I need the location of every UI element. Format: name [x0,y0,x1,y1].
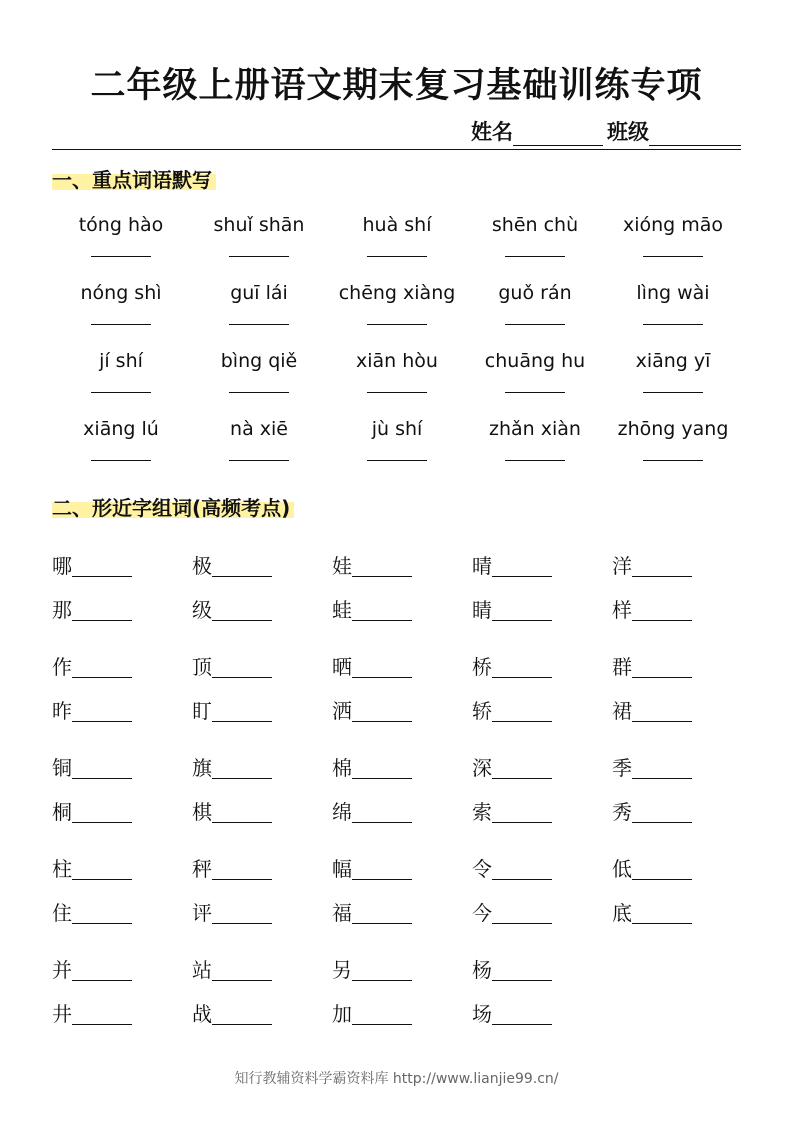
pinyin-text: chēng xiàng [338,282,456,304]
character-text: 棉 [332,756,352,780]
character-text: 另 [332,958,352,982]
pinyin-item [52,210,190,278]
name-label: 姓名 [471,120,513,144]
answer-blank[interactable] [352,620,412,621]
answer-blank[interactable] [229,256,289,257]
character-item [612,536,752,580]
answer-blank[interactable] [352,980,412,981]
class-blank[interactable] [649,123,741,146]
character-text: 轿 [472,699,492,723]
character-text: 顶 [192,655,212,679]
pinyin-item [466,414,604,482]
answer-blank[interactable] [212,980,272,981]
answer-blank[interactable] [492,576,552,577]
character-item [332,637,472,681]
answer-blank[interactable] [632,721,692,722]
character-item [192,536,332,580]
answer-blank[interactable] [72,576,132,577]
character-text: 评 [192,901,212,925]
character-text: 深 [472,756,492,780]
character-text: 杨 [472,958,492,982]
answer-blank[interactable] [632,677,692,678]
character-item [612,580,752,624]
pinyin-item [604,346,742,414]
pinyin-item [604,210,742,278]
character-text: 样 [612,598,632,622]
character-item [192,637,332,681]
character-text: 令 [472,857,492,881]
answer-blank[interactable] [492,822,552,823]
character-row [52,839,752,883]
answer-blank[interactable] [212,778,272,779]
character-text: 福 [332,901,352,925]
pinyin-item [466,278,604,346]
answer-blank[interactable] [91,256,151,257]
answer-blank[interactable] [72,822,132,823]
character-row [52,536,752,580]
answer-blank[interactable] [212,677,272,678]
answer-blank[interactable] [643,460,703,461]
character-item [192,738,332,782]
character-text: 井 [52,1002,72,1026]
answer-blank[interactable] [367,256,427,257]
class-label: 班级 [607,120,649,144]
character-text: 加 [332,1002,352,1026]
answer-blank[interactable] [367,460,427,461]
answer-blank[interactable] [505,324,565,325]
answer-blank[interactable] [367,324,427,325]
character-text: 索 [472,800,492,824]
character-item [332,984,472,1028]
character-item [192,580,332,624]
character-item [52,637,192,681]
answer-blank[interactable] [352,879,412,880]
character-text: 裙 [612,699,632,723]
character-item [332,580,472,624]
character-text: 哪 [52,554,72,578]
answer-blank[interactable] [72,1024,132,1025]
character-text: 住 [52,901,72,925]
section2-heading: 二、形近字组词(高频考点) [52,492,294,521]
character-text: 秀 [612,800,632,824]
pinyin-item [52,346,190,414]
pinyin-text: huà shí [362,214,432,236]
pinyin-text: nóng shì [80,282,162,304]
character-item [332,940,472,984]
character-item [612,883,752,927]
character-text: 站 [192,958,212,982]
pinyin-text: bìng qiě [220,350,298,372]
character-text: 棋 [192,800,212,824]
character-text: 群 [612,655,632,679]
pinyin-row [52,346,742,414]
pinyin-text: guǒ rán [498,282,572,304]
character-item [332,883,472,927]
answer-blank[interactable] [229,460,289,461]
pinyin-text: jù shí [371,418,423,440]
pinyin-row [52,414,742,482]
pinyin-row [52,210,742,278]
answer-blank[interactable] [229,392,289,393]
character-text: 晴 [472,554,492,578]
answer-blank[interactable] [91,460,151,461]
character-text: 幅 [332,857,352,881]
answer-blank[interactable] [212,879,272,880]
character-item [472,536,612,580]
answer-blank[interactable] [212,620,272,621]
pinyin-item [604,278,742,346]
character-text: 今 [472,901,492,925]
pinyin-text: xiāng lú [83,418,159,440]
pinyin-item [328,210,466,278]
footer-source: 知行教辅资料学霸资料库 http://www.lianjie99.cn/ [234,1071,559,1087]
answer-blank[interactable] [352,677,412,678]
character-text: 桥 [472,655,492,679]
pinyin-text: guī lái [230,282,288,304]
answer-blank[interactable] [212,576,272,577]
character-text: 铜 [52,756,72,780]
answer-blank[interactable] [492,1024,552,1025]
character-item [52,940,192,984]
character-row [52,940,752,984]
answer-blank[interactable] [352,576,412,577]
header-divider [52,149,741,150]
pinyin-item [466,210,604,278]
character-item [332,782,472,826]
character-text: 季 [612,756,632,780]
character-item [472,984,612,1028]
answer-blank[interactable] [72,980,132,981]
answer-blank[interactable] [367,392,427,393]
pinyin-text: chuāng hu [484,350,586,372]
character-item [472,782,612,826]
character-item [472,883,612,927]
character-item [52,883,192,927]
character-text: 睛 [472,598,492,622]
character-item [472,738,612,782]
section1-heading: 一、重点词语默写 [52,164,216,193]
student-info [471,116,741,146]
answer-blank[interactable] [492,923,552,924]
character-item [472,681,612,725]
page-title: 二年级上册语文期末复习基础训练专项 [90,66,703,106]
character-row [52,738,752,782]
character-row [52,580,752,624]
character-item [612,637,752,681]
answer-blank[interactable] [505,256,565,257]
answer-blank[interactable] [492,721,552,722]
character-item [52,984,192,1028]
character-text: 那 [52,598,72,622]
character-exercise [52,536,752,1028]
pinyin-text: zhǎn xiàn [489,418,581,440]
character-text: 洋 [612,554,632,578]
character-text: 昨 [52,699,72,723]
pinyin-text: shuǐ shān [213,214,305,236]
answer-blank[interactable] [212,1024,272,1025]
character-row [52,984,752,1028]
answer-blank[interactable] [492,980,552,981]
pinyin-item [190,278,328,346]
character-text: 洒 [332,699,352,723]
answer-blank[interactable] [72,879,132,880]
character-item [192,984,332,1028]
pinyin-text: xiān hòu [356,350,438,372]
character-row [52,681,752,725]
answer-blank[interactable] [492,778,552,779]
pinyin-item [328,346,466,414]
character-text: 晒 [332,655,352,679]
character-text: 底 [612,901,632,925]
pinyin-item [328,414,466,482]
pinyin-text: xióng māo [622,214,724,236]
answer-blank[interactable] [632,822,692,823]
character-text: 蛙 [332,598,352,622]
answer-blank[interactable] [505,392,565,393]
character-item [52,738,192,782]
answer-blank[interactable] [212,822,272,823]
character-item [472,580,612,624]
character-text: 娃 [332,554,352,578]
answer-blank[interactable] [643,324,703,325]
answer-blank[interactable] [492,620,552,621]
character-item [332,738,472,782]
character-item [192,782,332,826]
pinyin-text: xiāng yī [635,350,711,372]
character-text: 秤 [192,857,212,881]
character-text: 旗 [192,756,212,780]
character-item [612,738,752,782]
character-row [52,637,752,681]
answer-blank[interactable] [492,677,552,678]
character-item [332,839,472,883]
character-item [192,681,332,725]
answer-blank[interactable] [632,778,692,779]
character-text: 作 [52,655,72,679]
answer-blank[interactable] [632,879,692,880]
answer-blank[interactable] [352,822,412,823]
answer-blank[interactable] [632,923,692,924]
pinyin-text: zhōng yang [617,418,729,440]
answer-blank[interactable] [212,923,272,924]
character-item [332,536,472,580]
character-item [472,839,612,883]
character-item [192,839,332,883]
pinyin-text: jí shí [99,350,143,372]
answer-blank[interactable] [643,392,703,393]
answer-blank[interactable] [352,721,412,722]
character-item [612,681,752,725]
answer-blank[interactable] [91,392,151,393]
answer-blank[interactable] [352,778,412,779]
character-text: 战 [192,1002,212,1026]
character-item [52,839,192,883]
pinyin-text: tóng hào [78,214,164,236]
pinyin-item [328,278,466,346]
pinyin-text: nà xiē [230,418,288,440]
character-item [332,681,472,725]
name-blank[interactable] [513,123,603,146]
character-text: 低 [612,857,632,881]
pinyin-text: shēn chù [491,214,579,236]
answer-blank[interactable] [352,923,412,924]
answer-blank[interactable] [632,620,692,621]
character-item [52,580,192,624]
character-item [472,637,612,681]
character-text: 桐 [52,800,72,824]
answer-blank[interactable] [492,879,552,880]
pinyin-item [190,210,328,278]
answer-blank[interactable] [72,923,132,924]
answer-blank[interactable] [632,576,692,577]
answer-blank[interactable] [72,620,132,621]
character-item [192,940,332,984]
pinyin-item [466,346,604,414]
character-text: 极 [192,554,212,578]
character-text: 盯 [192,699,212,723]
character-text: 级 [192,598,212,622]
answer-blank[interactable] [643,256,703,257]
answer-blank[interactable] [72,721,132,722]
character-item [52,681,192,725]
character-item [612,839,752,883]
character-row [52,883,752,927]
pinyin-row [52,278,742,346]
answer-blank[interactable] [72,677,132,678]
answer-blank[interactable] [352,1024,412,1025]
answer-blank[interactable] [505,460,565,461]
pinyin-item [190,346,328,414]
character-item [612,782,752,826]
answer-blank[interactable] [212,721,272,722]
answer-blank[interactable] [229,324,289,325]
character-text: 柱 [52,857,72,881]
answer-blank[interactable] [72,778,132,779]
character-item [52,536,192,580]
character-item [192,883,332,927]
pinyin-item [52,414,190,482]
character-text: 场 [472,1002,492,1026]
character-text: 并 [52,958,72,982]
character-item [52,782,192,826]
pinyin-item [604,414,742,482]
pinyin-item [190,414,328,482]
character-row [52,782,752,826]
pinyin-text: lìng wài [636,282,710,304]
pinyin-exercise [52,210,742,482]
character-item [472,940,612,984]
pinyin-item [52,278,190,346]
answer-blank[interactable] [91,324,151,325]
character-text: 绵 [332,800,352,824]
